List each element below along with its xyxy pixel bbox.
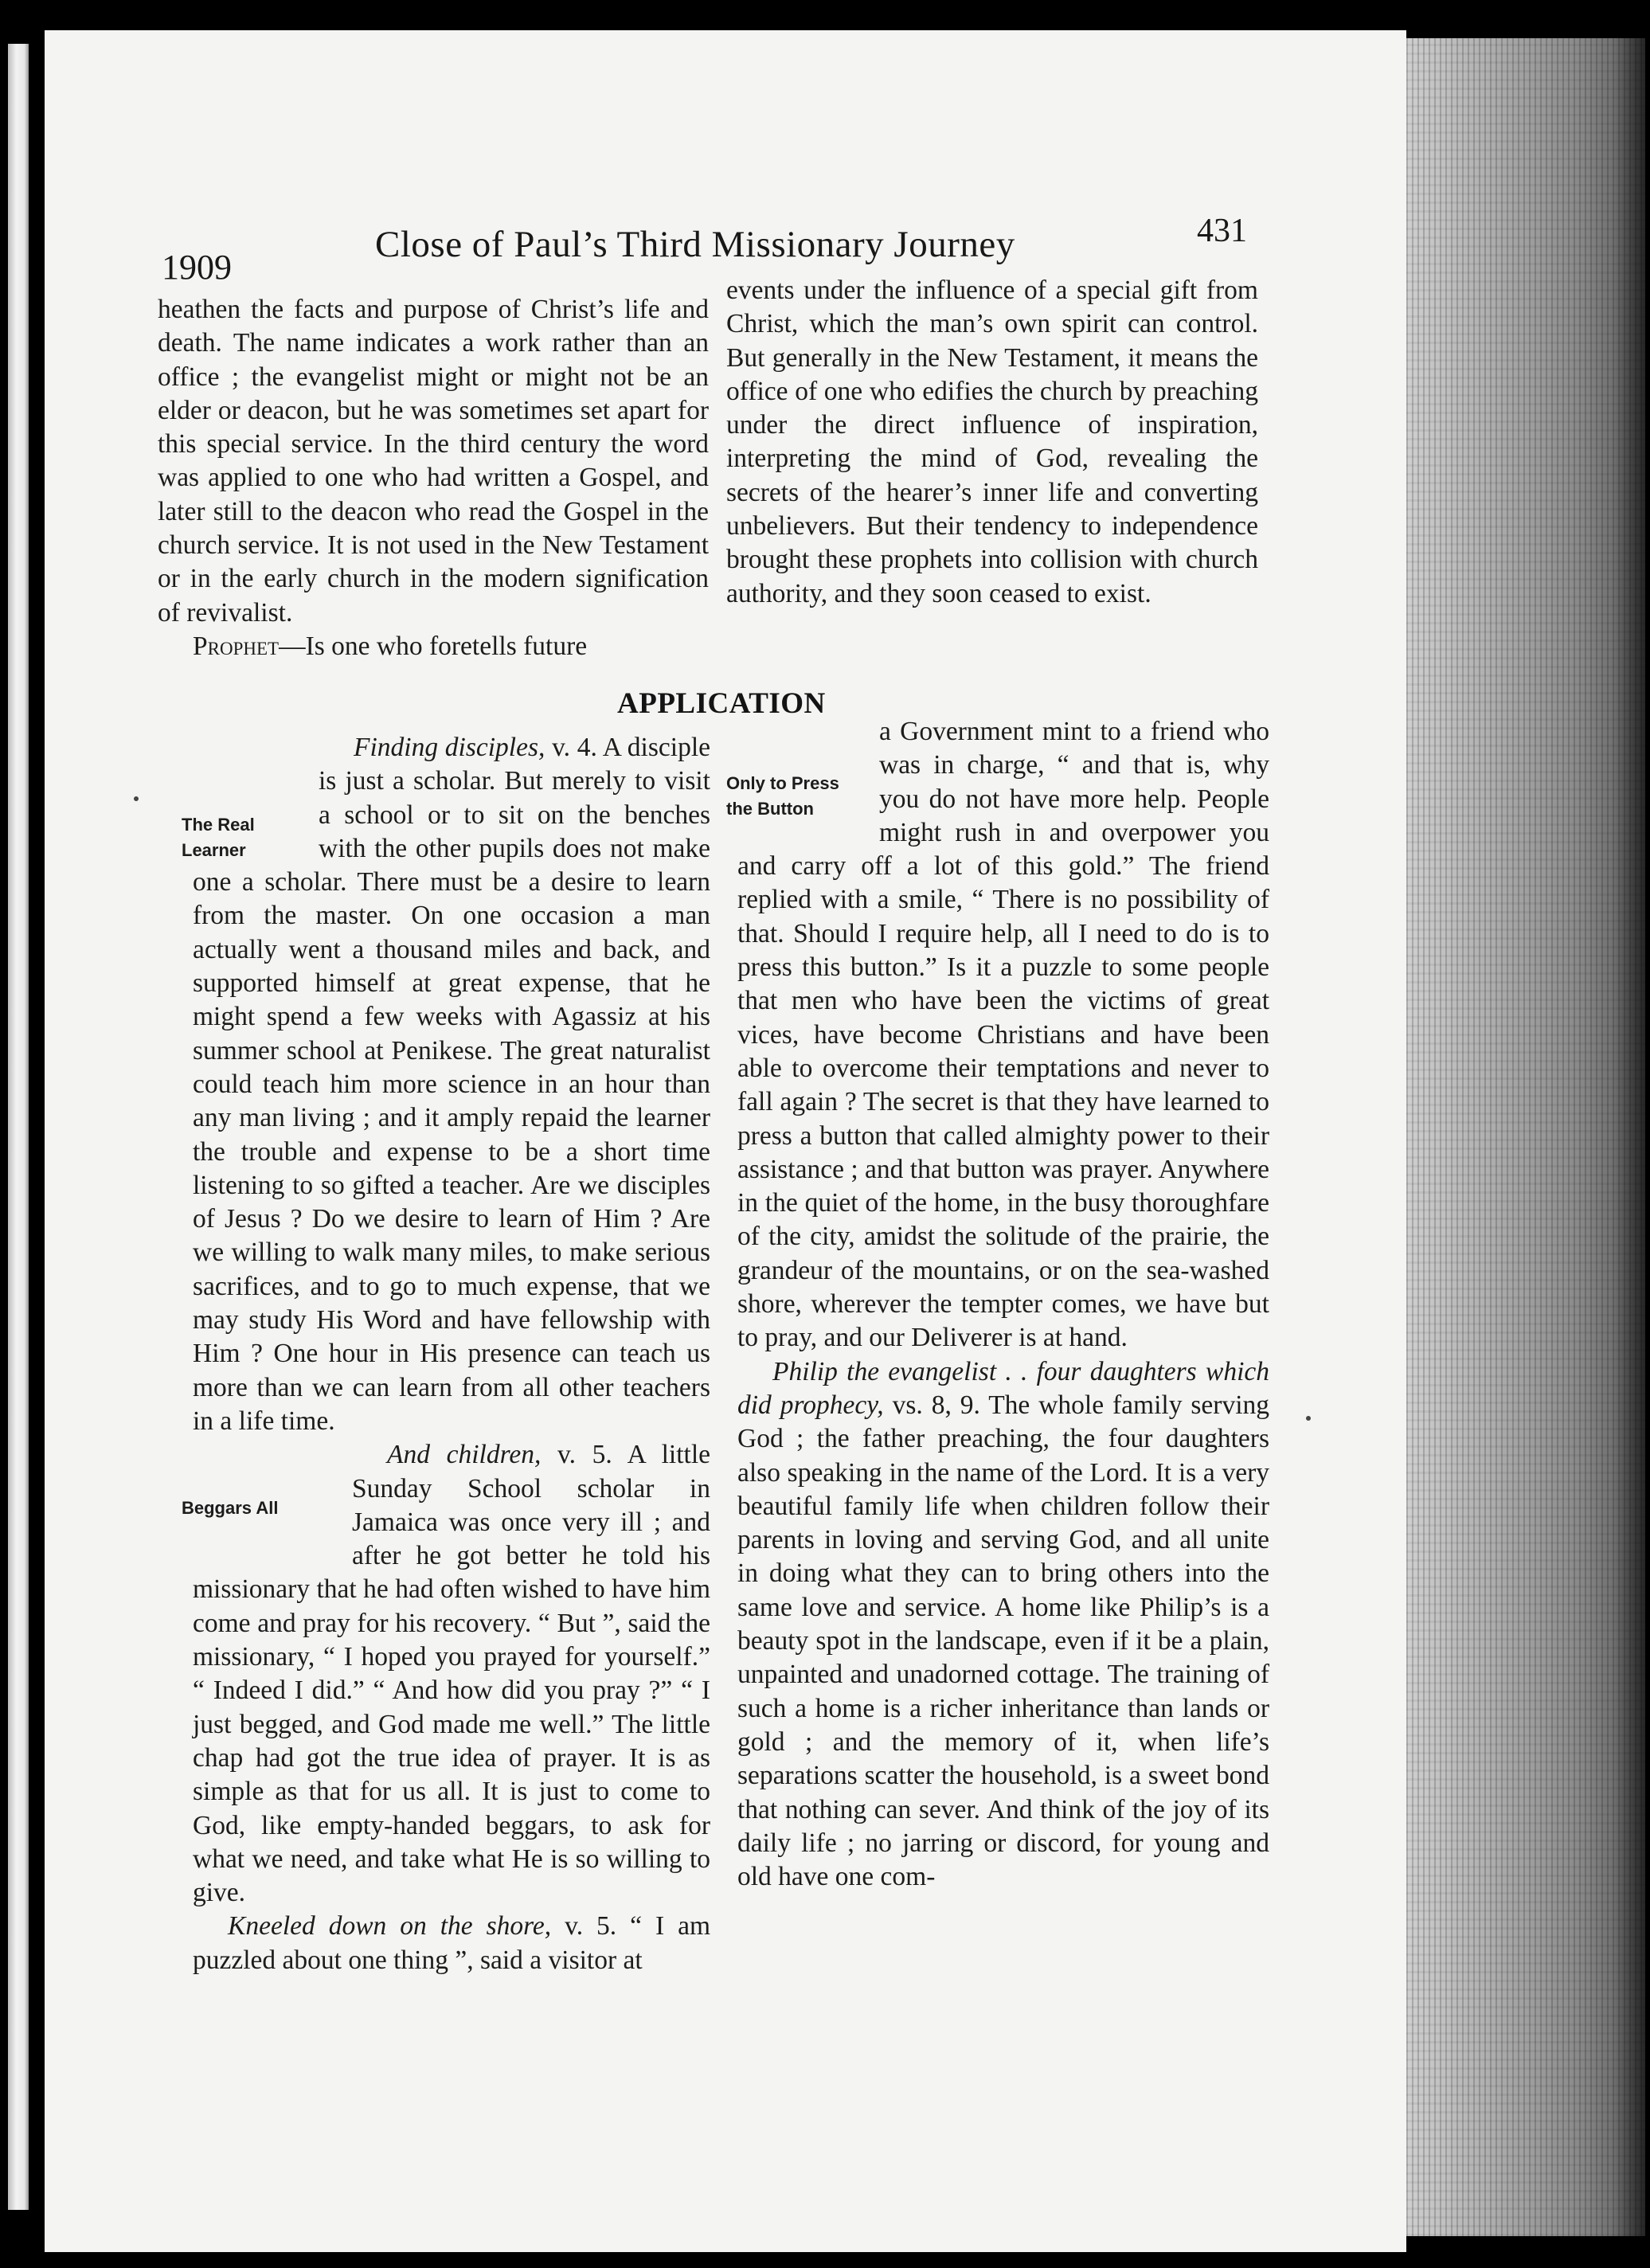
header-title: Close of Paul’s Third Missionary Journey (375, 224, 1015, 265)
kneeled-down-text: v. 5. “ I am puzzled about one thing ”, said a visitor at (193, 1911, 710, 1975)
kneeled-down-paragraph (193, 1910, 710, 1977)
sidenote-real-learner: The Real Learner (182, 815, 255, 860)
evangelist-paragraph: heathen the facts and purpose of Christ’s life and death. The name indicates a work rather than an office ; the evangelist might or might not be an elder or deacon, but he was sometimes set apart for this special service. In the third century the word was applied to one who had written a Gospel, and later still to the deacon who read the Gospel in the church service. It is not used in the New Testament or in the early church in the modern signification of revivalist. (158, 295, 709, 628)
sidenote-beggars-all: Beggars All (182, 1498, 279, 1519)
page-number: 431 (1197, 213, 1247, 249)
prophet-text: —Is one who foretells future (279, 631, 588, 661)
page-block-edge (1406, 38, 1645, 2236)
margin-speck (134, 796, 139, 801)
application-heading: APPLICATION (617, 687, 826, 720)
running-header (162, 205, 1249, 287)
philip-lead: Philip the evangelist . . four daughters which did prophecy, (737, 1356, 1269, 1420)
application-right-column (726, 715, 1270, 1894)
prophet-paragraph (158, 630, 709, 663)
kneeled-down-lead: Kneeled down on the shore, (228, 1911, 552, 1941)
finding-disciples-text: v. 4. A disciple is just a scholar. But merely to visit a school or to sit on the benches with the other pupils does not make one a scholar. There must be a desire to learn from the master. On one occasion a man actually went a thousand miles and back, and supported himself at great expense, that he might spend a few weeks with Agassiz at his summer school at Penikese. The great naturalist could teach him more science in an hour than any man living ; and it amply repaid the learner the trouble and expense to be a short time listening to so gifted a teacher. Are we disciples of Jesus ? Do we desire to learn of Him ? Are we willing to walk many miles, to make serious sacrifices, and to go to much expense, that we may study His Word and have fellowship with Him ? One hour in His presence can teach us more than we can learn from all other teachers in a life time. (193, 733, 710, 1436)
facing-page-edge (0, 0, 35, 2268)
government-mint-paragraph: a Government mint to a friend who was in charge, “ and that is, why you do not have more help. People might rush in and overpower you and carry off a lot of this gold.” The friend replied with a smile, “ There is no possibility of that. Should I require help, all I need to do is to press this button.” Is it a puzzle to some people that men who have been the victims of great vices, have become Christians and have been able to overcome their temptations and never to fall again ? The secret is that they have learned to press a button that called almighty power to their assistance ; and that button was prayer. Anywhere in the quiet of the home, in the busy thoroughfare of the city, amidst the solitude of the prairie, the grandeur of the mountains, or on the sea-washed shore, wherever the tempter comes, we have but to pray, and our Deliverer is at hand. (737, 717, 1269, 1353)
philip-text: vs. 8, 9. The whole family serving God ; the father preaching, the four daughters also speaking in the name of the Lord. It is a very beautiful family life when children follow their parents in loving and serving God, and all unite in doing what they can to bring others into the same love and service. A home like Philip’s is a beauty spot in the landscape, even if it be a plain, unpainted and unadorned cottage. The training of such a home is a richer inheritance than lands or gold ; and the memory of it, when life’s separations scatter the household, is a sweet bond that nothing can sever. And think of the joy of its daily life ; no jarring or discord, for young and old have one com- (737, 1390, 1270, 1892)
prophet-continuation: events under the influence of a special gift from Christ, which the man’s own spirit can control. But generally in the New Testament, it means the office of one who edifies the church by preaching under the direct influence of inspiration, interpreting the mind of God, revealing the secrets of the hearer’s inner life and converting unbelievers. But their tendency to independence brought these prophets into collision with church authority, and they soon ceased to exist. (726, 276, 1258, 608)
evangelist-definition-column (158, 293, 709, 663)
prophet-definition-column (726, 274, 1258, 611)
application-left-column (182, 731, 710, 1977)
and-children-lead: And children, (387, 1440, 542, 1470)
philip-paragraph (737, 1355, 1269, 1895)
and-children-text: v. 5. A little Sunday School scholar in Jamaica was once very ill ; and after he got better he told his missionary that he had often wished to have him come and pray for his recovery. “ But ”, said the missionary, “ I hoped you prayed for yourself.” “ Indeed I did.” “ And how did you pray ?” “ I just begged, and God made me well.” The little chap had got the true idea of prayer. It is as simple as that for us all. It is just to come to God, like empty-handed beggars, to ask for what we need, and take what He is so willing to give. (193, 1440, 710, 1908)
header-year: 1909 (162, 248, 232, 287)
finding-disciples-lead: Finding disciples, (354, 733, 545, 762)
sidenote-press-button: Only to Press the Button (726, 773, 839, 819)
prophet-term: Prophet (193, 631, 280, 661)
margin-speck (1306, 1416, 1311, 1421)
